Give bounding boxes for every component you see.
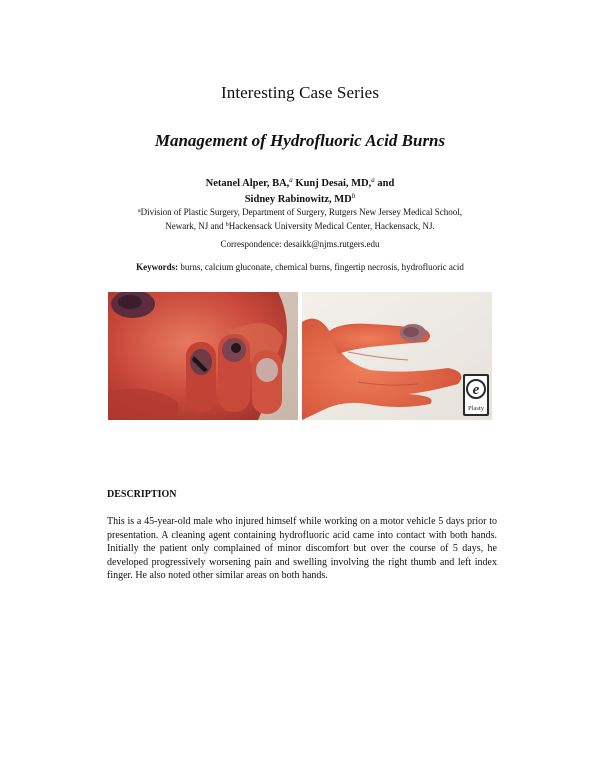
description-heading: DESCRIPTION: [107, 489, 177, 500]
description-paragraph: This is a 45-year-old male who injured himself while working on a motor vehicle 5 days prior to presentation. A cleaning agent containing hydrofluoric acid came into contact with both hands. Initially the patient only complained of minor discomfort but over the course of 5 days, he developed progressively worsening pain and swelling involving the right thumb and left index finger. He also noted other similar areas on both hands.: [107, 516, 497, 581]
authors-line-1: [0, 174, 600, 190]
authors: [0, 174, 600, 206]
series-title: Interesting Case Series: [220, 83, 380, 102]
author-alper: Netanel Alper, BA,: [205, 178, 290, 189]
authors-line-2: [0, 190, 600, 206]
affiliation-part-1: Division of Plastic Surgery, Department of Surgery, Rutgers New Jersey Medical School, Newark, NJ and: [140, 207, 463, 231]
keywords-text: burns, calcium gluconate, chemical burns, fingertip necrosis, hydrofluoric acid: [178, 262, 464, 272]
author-alper-affil: a: [289, 176, 293, 184]
affiliation-part-2: Hackensack University Medical Center, Hackensack, NJ.: [228, 220, 435, 231]
eplasty-logo-text: Plasty: [468, 405, 484, 412]
affiliation-marker-b: b: [225, 221, 229, 228]
keywords: [0, 262, 600, 272]
author-conjunction: and: [374, 178, 395, 189]
left-hand-photo: [108, 292, 298, 420]
author-rabinowitz-affil: b: [351, 192, 356, 200]
clinical-photo: [108, 292, 492, 420]
clinical-photo-figure: [108, 292, 492, 420]
paper-title: Management of Hydrofluoric Acid Burns: [154, 131, 446, 150]
eplasty-logo: [463, 374, 489, 416]
eplasty-logo-letter: e: [472, 382, 480, 398]
keywords-label: Keywords:: [136, 262, 179, 272]
author-rabinowitz: Sidney Rabinowitz, MD: [244, 194, 352, 205]
correspondence: Correspondence: desaikk@njms.rutgers.edu: [220, 239, 380, 249]
affiliation-marker-a: a: [137, 208, 141, 214]
author-desai-affil: a: [371, 176, 375, 184]
author-desai: Kunj Desai, MD,: [292, 178, 372, 189]
affiliation: [130, 205, 470, 232]
